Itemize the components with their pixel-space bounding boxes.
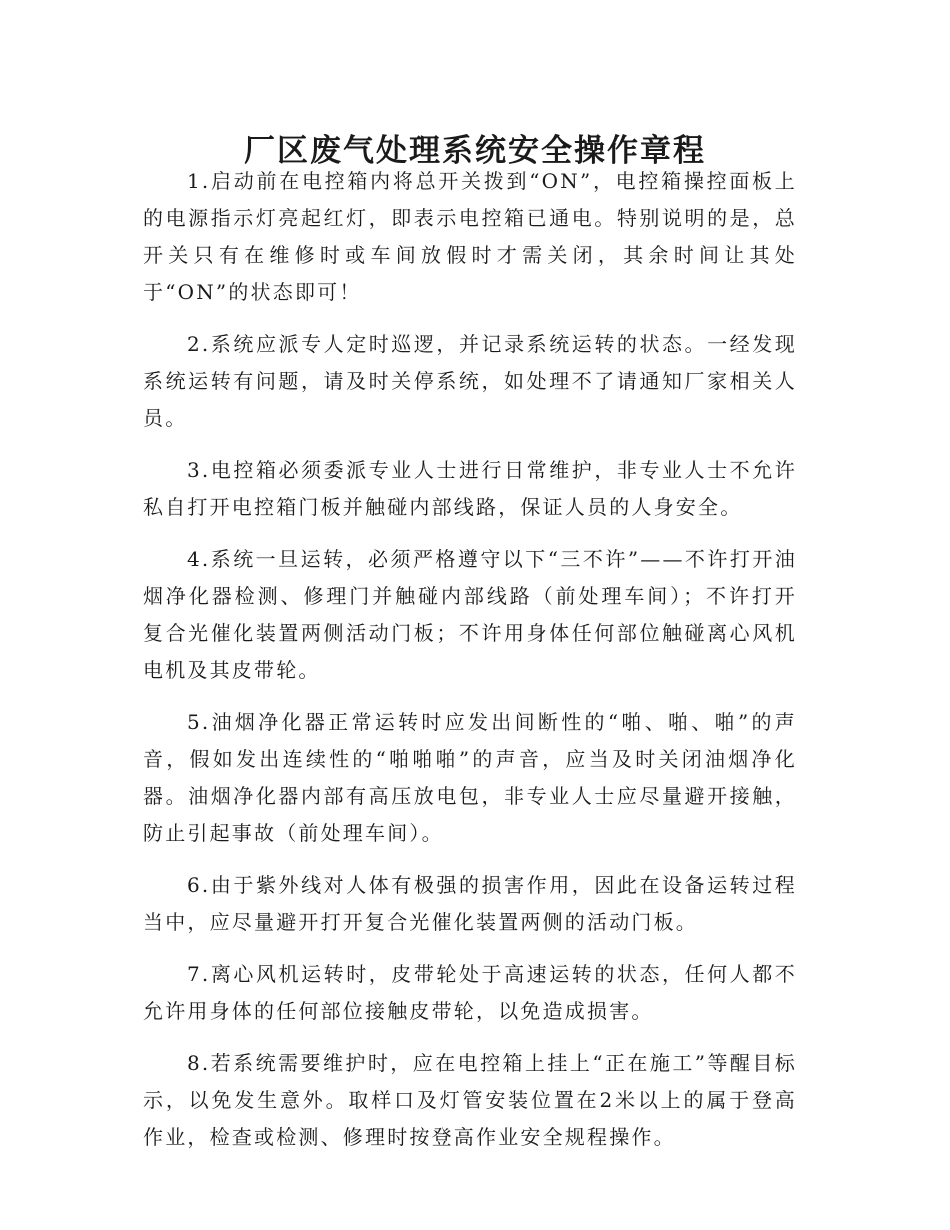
paragraph-1: 1.启动前在电控箱内将总开关拨到“ON”，电控箱操控面板上的电源指示灯亮起红灯，即表示电控箱已通电。特别说明的是，总开关只有在维修时或车间放假时才需关闭，其余时间让其处于“ON”的状态即可！ (143, 169, 797, 304)
document-body (143, 163, 797, 1171)
paragraph-6: 6.由于紫外线对人体有极强的损害作用，因此在设备运转过程当中，应尽量避开打开复合光催化装置两侧的活动门板。 (143, 873, 797, 934)
paragraph-4: 4.系统一旦运转，必须严格遵守以下“三不许”——不许打开油烟净化器检测、修理门并触碰内部线路（前处理车间）；不许打开复合光催化装置两侧活动门板；不许用身体任何部位触碰离心风机电机及其皮带轮。 (143, 547, 797, 682)
paragraph-8: 8.若系统需要维护时，应在电控箱上挂上“正在施工”等醒目标示，以免发生意外。取样口及灯管安装位置在2米以上的属于登高作业，检查或检测、修理时按登高作业安全规程操作。 (143, 1051, 797, 1149)
paragraph-7: 7.离心风机运转时，皮带轮处于高速运转的状态，任何人都不允许用身体的任何部位接触皮带轮，以免造成损害。 (143, 962, 797, 1023)
paragraph-5: 5.油烟净化器正常运转时应发出间断性的“啪、啪、啪”的声音，假如发出连续性的“啪啪啪”的声音，应当及时关闭油烟净化器。油烟净化器内部有高压放电包，非专业人士应尽量避开接触，防止引起事故（前处理车间）。 (143, 710, 797, 845)
document-title: 厂区废气处理系统安全操作章程 (244, 132, 706, 169)
paragraph-3: 3.电控箱必须委派专业人士进行日常维护，非专业人士不允许私自打开电控箱门板并触碰内部线路，保证人员的人身安全。 (143, 458, 797, 519)
paragraph-2: 2.系统应派专人定时巡逻，并记录系统运转的状态。一经发现系统运转有问题，请及时关停系统，如处理不了请通知厂家相关人员。 (143, 332, 797, 430)
